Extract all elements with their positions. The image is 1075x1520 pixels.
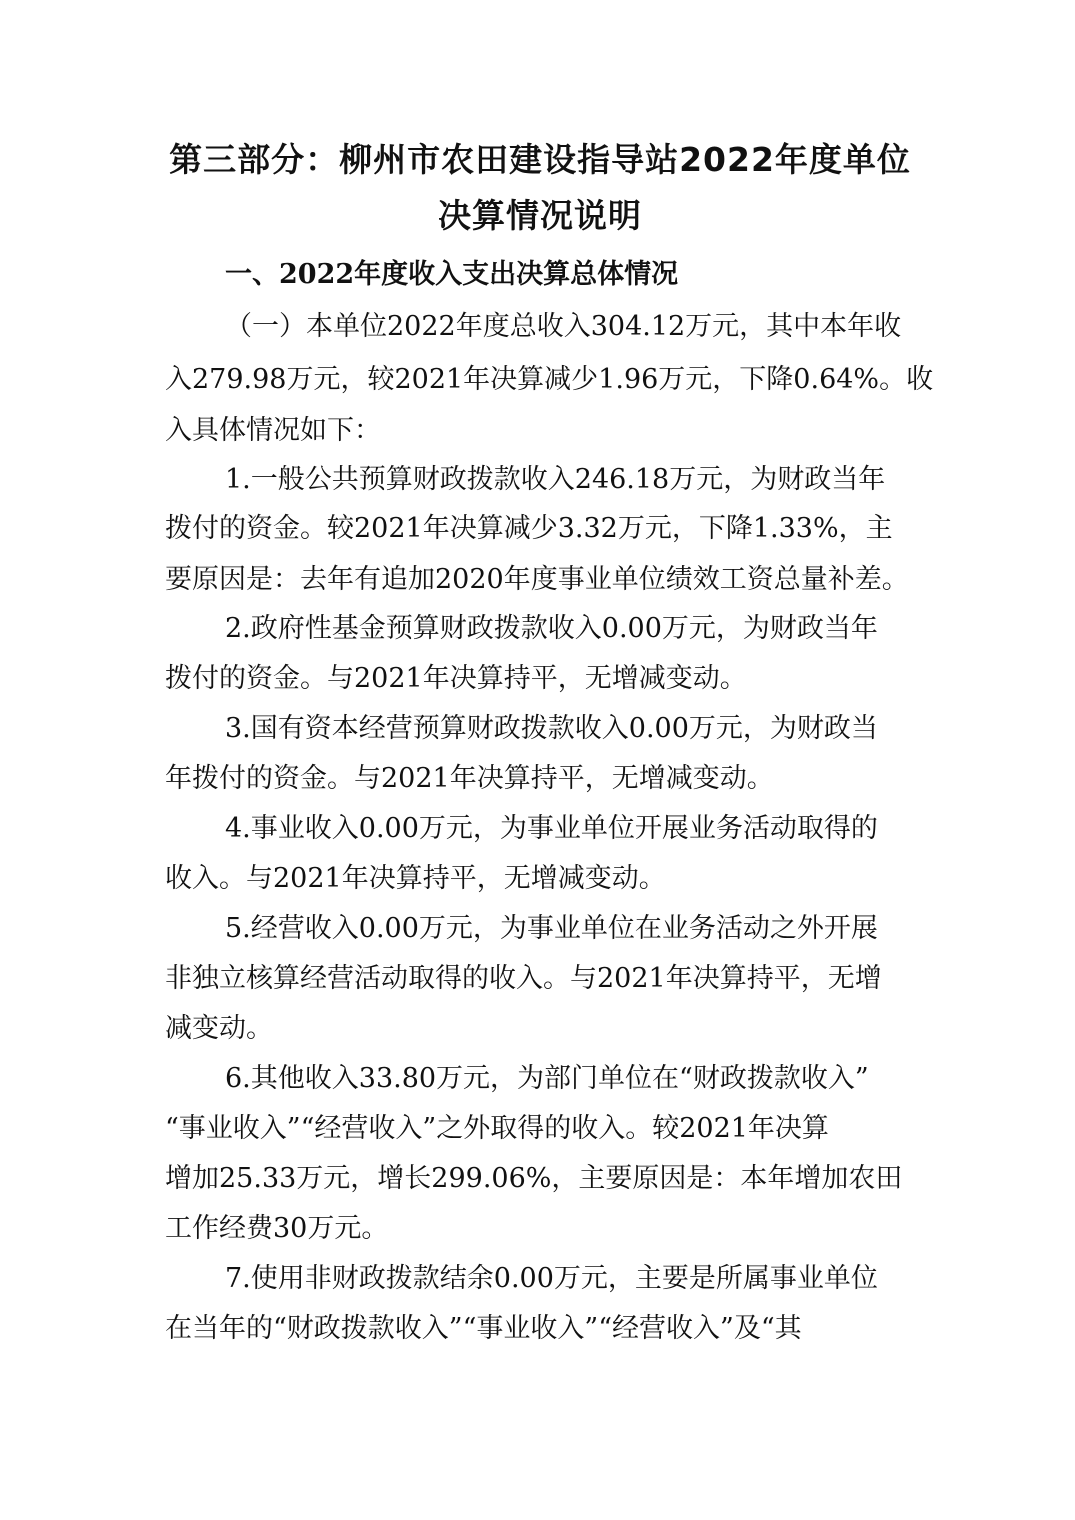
paragraph-line: 年拨付的资金。与2021年决算持平，无增减变动。 [165, 763, 774, 794]
paragraph-line: 拨付的资金。与2021年决算持平，无增减变动。 [165, 663, 747, 694]
paragraph-line: 6.其他收入33.80万元，为部门单位在“财政拨款收入” [225, 1063, 869, 1094]
paragraph-line: 增加25.33万元，增长299.06%，主要原因是：本年增加农田 [165, 1163, 903, 1194]
section-heading: 一、2022年度收入支出决算总体情况 [225, 259, 679, 290]
paragraph-line: 拨付的资金。较2021年决算减少3.32万元，下降1.33%，主 [165, 513, 893, 544]
paragraph-line: 1.一般公共预算财政拨款收入246.18万元，为财政当年 [225, 464, 886, 495]
paragraph-line: 减变动。 [165, 1013, 273, 1044]
document-title-line-2: 决算情况说明 [438, 196, 642, 235]
paragraph-line: 要原因是：去年有追加2020年度事业单位绩效工资总量补差。 [165, 564, 909, 595]
paragraph-line: 工作经费30万元。 [165, 1213, 389, 1244]
paragraph-line: 2.政府性基金预算财政拨款收入0.00万元，为财政当年 [225, 613, 878, 644]
paragraph-line: 收入。与2021年决算持平，无增减变动。 [165, 863, 666, 894]
paragraph-line: 5.经营收入0.00万元，为事业单位在业务活动之外开展 [225, 913, 878, 944]
paragraph-line: 入具体情况如下： [165, 415, 381, 446]
paragraph-line: 7.使用非财政拨款结余0.00万元，主要是所属事业单位 [225, 1263, 878, 1294]
paragraph-line: 入279.98万元，较2021年决算减少1.96万元，下降0.64%。收 [165, 364, 934, 395]
document-title-line-1: 第三部分：柳州市农田建设指导站2022年度单位 [169, 140, 911, 179]
paragraph-line: 在当年的“财政拨款收入”“事业收入”“经营收入”及“其 [165, 1313, 802, 1344]
paragraph-line: （一）本单位2022年度总收入304.12万元，其中本年收 [225, 311, 902, 342]
paragraph-line: “事业收入”“经营收入”之外取得的收入。较2021年决算 [165, 1113, 829, 1144]
paragraph-line: 4.事业收入0.00万元，为事业单位开展业务活动取得的 [225, 813, 878, 844]
paragraph-line: 3.国有资本经营预算财政拨款收入0.00万元，为财政当 [225, 713, 878, 744]
paragraph-line: 非独立核算经营活动取得的收入。与2021年决算持平，无增 [165, 963, 882, 994]
